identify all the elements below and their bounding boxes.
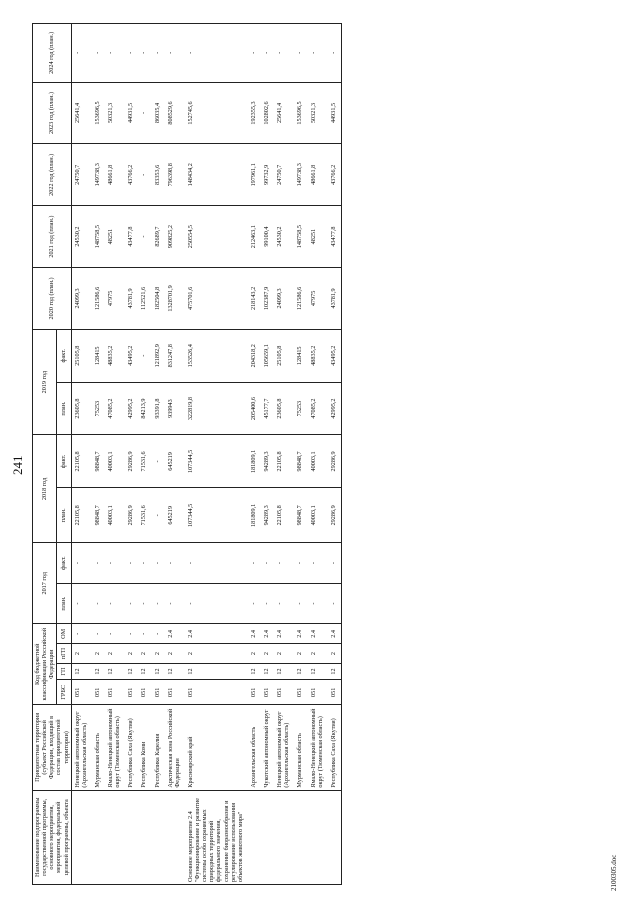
pgp-cell: 2 <box>152 644 165 663</box>
plan-2017-cell: - <box>92 583 105 623</box>
plan-2018-cell: 98848,7 <box>92 488 105 543</box>
fact-2017-cell: - <box>261 543 274 583</box>
plan-2022-cell: - <box>138 144 151 206</box>
fact-2019-cell: 43495,2 <box>125 329 138 382</box>
plan-2022-cell: 83353,6 <box>152 144 165 206</box>
gp-cell: 12 <box>185 663 248 680</box>
gp-cell: 12 <box>308 663 328 680</box>
plan-2019-cell: 75253 <box>294 382 307 435</box>
pgp-cell: 2 <box>165 644 185 663</box>
plan-2019-cell: 47085,2 <box>105 382 125 435</box>
plan-2018-cell: - <box>152 488 165 543</box>
fact-2018-cell: - <box>152 435 165 488</box>
plan-2019-cell: 84213,9 <box>138 382 151 435</box>
fact-2017-cell: - <box>185 543 248 583</box>
plan-2019-cell: 939943 <box>165 382 185 435</box>
plan-2023-cell: 153696,5 <box>92 82 105 144</box>
header-2020: 2020 год (план.) <box>33 268 72 330</box>
plan-2023-cell: 44931,5 <box>328 82 342 144</box>
fact-2019-cell: 128415 <box>92 329 105 382</box>
plan-2018-cell: 94289,3 <box>261 488 274 543</box>
fact-2018-cell: 40003,1 <box>308 435 328 488</box>
table-row <box>105 24 125 885</box>
plan-2020-cell: 112521,6 <box>138 268 151 330</box>
fact-2019-cell: - <box>138 329 151 382</box>
plan-2019-cell: 47085,2 <box>308 382 328 435</box>
plan-2017-cell: - <box>125 583 138 623</box>
fact-2018-cell: 22105,8 <box>71 435 92 488</box>
plan-2021-cell: 212463,1 <box>248 206 261 268</box>
plan-2018-cell: 22105,8 <box>274 488 294 543</box>
grbs-cell: 051 <box>92 680 105 705</box>
om-cell: - <box>71 624 92 644</box>
table-row <box>165 24 185 885</box>
plan-2023-cell: - <box>138 82 151 144</box>
fact-2017-cell: - <box>248 543 261 583</box>
header-2018-fact: факт. <box>57 435 71 488</box>
plan-2018-cell: 98848,7 <box>294 488 307 543</box>
territory-cell: Ямало-Ненецкий автономный округ (Тюменская область) <box>308 705 328 790</box>
territory-cell: Мурманская область <box>92 705 105 790</box>
name-cell <box>92 790 105 884</box>
om-cell: 2.4 <box>274 624 294 644</box>
plan-2017-cell: - <box>152 583 165 623</box>
fact-2019-cell: 121892,9 <box>152 329 165 382</box>
pgp-cell: 2 <box>328 644 342 663</box>
fact-2018-cell: 22105,8 <box>274 435 294 488</box>
grbs-cell: 051 <box>248 680 261 705</box>
plan-2017-cell: - <box>105 583 125 623</box>
fact-2017-cell: - <box>92 543 105 583</box>
table-row <box>185 24 248 885</box>
om-cell: - <box>138 624 151 644</box>
plan-2022-cell: 48661,8 <box>308 144 328 206</box>
plan-2022-cell: 24750,7 <box>71 144 92 206</box>
plan-2017-cell: - <box>165 583 185 623</box>
name-cell <box>248 790 261 884</box>
pgp-cell: 2 <box>185 644 248 663</box>
pgp-cell: 2 <box>261 644 274 663</box>
plan-2019-cell: 75253 <box>92 382 105 435</box>
plan-2021-cell: 909825,2 <box>165 206 185 268</box>
plan-2024-cell: - <box>138 24 151 83</box>
plan-2022-cell: 148434,2 <box>185 144 248 206</box>
name-cell <box>308 790 328 884</box>
territory-cell: Ненецкий автономный округ (Архангельская область) <box>71 705 92 790</box>
fact-2017-cell: - <box>328 543 342 583</box>
plan-2021-cell: 48251 <box>308 206 328 268</box>
header-om: ОМ <box>57 624 71 644</box>
plan-2018-cell: 107344,5 <box>185 488 248 543</box>
fact-2017-cell: - <box>294 543 307 583</box>
plan-2017-cell: - <box>71 583 92 623</box>
fact-2018-cell: 94289,3 <box>261 435 274 488</box>
grbs-cell: 051 <box>105 680 125 705</box>
fact-2017-cell: - <box>274 543 294 583</box>
pgp-cell: 2 <box>71 644 92 663</box>
header-2017-plan: план. <box>57 583 71 623</box>
plan-2019-cell: 42995,2 <box>328 382 342 435</box>
plan-2024-cell: - <box>152 24 165 83</box>
header-name: Наименование подпрограммы государственной программы, основного мероприятия, мероприятия, федеральной целевой программы, объекта <box>33 790 72 884</box>
plan-2024-cell: - <box>165 24 185 83</box>
name-cell <box>71 790 92 884</box>
territory-cell: Арктическая зона Российской Федерации <box>165 705 185 790</box>
plan-2021-cell: 148758,5 <box>92 206 105 268</box>
plan-2023-cell: 102802,6 <box>261 82 274 144</box>
grbs-cell: 051 <box>185 680 248 705</box>
header-grbs: ГРБС <box>57 680 71 705</box>
plan-2018-cell: 181809,1 <box>248 488 261 543</box>
territory-cell: Республика Коми <box>138 705 151 790</box>
plan-2022-cell: 149738,3 <box>92 144 105 206</box>
plan-2018-cell: 40003,1 <box>308 488 328 543</box>
table-row <box>92 24 105 885</box>
grbs-cell: 051 <box>294 680 307 705</box>
plan-2020-cell: 43781,9 <box>328 268 342 330</box>
plan-2022-cell: 43766,2 <box>328 144 342 206</box>
fact-2017-cell: - <box>105 543 125 583</box>
gp-cell: 12 <box>294 663 307 680</box>
fact-2019-cell: 831247,8 <box>165 329 185 382</box>
plan-2023-cell: 44931,5 <box>125 82 138 144</box>
plan-2019-cell: 23605,8 <box>274 382 294 435</box>
table-row <box>152 24 165 885</box>
document-reference: 2100305.doc <box>610 854 618 891</box>
plan-2021-cell: 24530,2 <box>274 206 294 268</box>
plan-2017-cell: - <box>274 583 294 623</box>
header-2018: 2018 год <box>33 435 57 543</box>
plan-2018-cell: 29286,9 <box>328 488 342 543</box>
table-row <box>308 24 328 885</box>
header-2024: 2024 год (план.) <box>33 24 72 83</box>
plan-2019-cell: 205400,6 <box>248 382 261 435</box>
plan-2021-cell: 24530,2 <box>71 206 92 268</box>
plan-2020-cell: 121586,6 <box>92 268 105 330</box>
plan-2023-cell: 25641,4 <box>71 82 92 144</box>
om-cell: 2.4 <box>294 624 307 644</box>
plan-2021-cell: 48251 <box>105 206 125 268</box>
header-2019-fact: факт. <box>57 329 71 382</box>
plan-2023-cell: 152745,6 <box>185 82 248 144</box>
fact-2018-cell: 29286,9 <box>125 435 138 488</box>
header-territory: Приоритетная территория (субъект Российской Федерации, входящий в состав приоритетной территории) <box>33 705 72 790</box>
pgp-cell: 2 <box>105 644 125 663</box>
plan-2021-cell: - <box>138 206 151 268</box>
plan-2017-cell: - <box>308 583 328 623</box>
plan-2024-cell: - <box>294 24 307 83</box>
plan-2020-cell: 182504,8 <box>152 268 165 330</box>
plan-2020-cell: 24099,3 <box>274 268 294 330</box>
plan-2024-cell: - <box>328 24 342 83</box>
table-row <box>125 24 138 885</box>
table-row <box>138 24 151 885</box>
plan-2021-cell: 250554,5 <box>185 206 248 268</box>
plan-2024-cell: - <box>105 24 125 83</box>
om-cell: 2.4 <box>248 624 261 644</box>
territory-cell: Архангельская область <box>248 705 261 790</box>
plan-2017-cell: - <box>185 583 248 623</box>
plan-2021-cell: 148758,5 <box>294 206 307 268</box>
plan-2024-cell: - <box>308 24 328 83</box>
pgp-cell: 2 <box>138 644 151 663</box>
pgp-cell: 2 <box>274 644 294 663</box>
name-cell <box>294 790 307 884</box>
header-2023: 2023 год (план.) <box>33 82 72 144</box>
plan-2023-cell: 86035,4 <box>152 82 165 144</box>
plan-2022-cell: 43766,2 <box>125 144 138 206</box>
gp-cell: 12 <box>152 663 165 680</box>
territory-cell: Республика Саха (Якутия) <box>328 705 342 790</box>
pgp-cell: 2 <box>125 644 138 663</box>
pgp-cell: 2 <box>248 644 261 663</box>
pgp-cell: 2 <box>308 644 328 663</box>
gp-cell: 12 <box>125 663 138 680</box>
plan-2020-cell: 47975 <box>308 268 328 330</box>
om-cell: - <box>125 624 138 644</box>
plan-2024-cell: - <box>71 24 92 83</box>
fact-2018-cell: 181809,1 <box>248 435 261 488</box>
plan-2021-cell: 82689,7 <box>152 206 165 268</box>
om-cell: 2.4 <box>185 624 248 644</box>
gp-cell: 12 <box>165 663 185 680</box>
fact-2017-cell: - <box>125 543 138 583</box>
plan-2019-cell: 45177,7 <box>261 382 274 435</box>
plan-2017-cell: - <box>328 583 342 623</box>
plan-2021-cell: 43477,8 <box>328 206 342 268</box>
territory-cell: Ненецкий автономный округ (Архангельская область) <box>274 705 294 790</box>
plan-2022-cell: 48661,8 <box>105 144 125 206</box>
fact-2018-cell: 107344,5 <box>185 435 248 488</box>
table-row <box>328 24 342 885</box>
gp-cell: 12 <box>92 663 105 680</box>
plan-2023-cell: 25641,4 <box>274 82 294 144</box>
territory-cell: Республика Карелия <box>152 705 165 790</box>
territory-cell: Красноярский край <box>185 705 248 790</box>
plan-2024-cell: - <box>248 24 261 83</box>
fact-2018-cell: 71531,6 <box>138 435 151 488</box>
territory-cell: Чукотский автономный округ <box>261 705 274 790</box>
fact-2019-cell: 204318,2 <box>248 329 261 382</box>
plan-2024-cell: - <box>92 24 105 83</box>
plan-2020-cell: 121586,6 <box>294 268 307 330</box>
plan-2020-cell: 475701,6 <box>185 268 248 330</box>
grbs-cell: 051 <box>71 680 92 705</box>
table-row <box>248 24 261 885</box>
territory-cell: Республика Саха (Якутия) <box>125 705 138 790</box>
territory-cell: Мурманская область <box>294 705 307 790</box>
plan-2020-cell: 43781,9 <box>125 268 138 330</box>
plan-2018-cell: 22105,8 <box>71 488 92 543</box>
plan-2018-cell: 645219 <box>165 488 185 543</box>
plan-2024-cell: - <box>125 24 138 83</box>
gp-cell: 12 <box>71 663 92 680</box>
name-cell <box>105 790 125 884</box>
plan-2019-cell: 322819,8 <box>185 382 248 435</box>
grbs-cell: 051 <box>274 680 294 705</box>
om-cell: 2.4 <box>328 624 342 644</box>
plan-2023-cell: 50321,3 <box>308 82 328 144</box>
page-number: 241 <box>10 455 25 475</box>
header-2018-plan: план. <box>57 488 71 543</box>
name-cell <box>274 790 294 884</box>
plan-2020-cell: 24099,3 <box>71 268 92 330</box>
header-2017: 2017 год <box>33 543 57 624</box>
name-cell <box>152 790 165 884</box>
fact-2018-cell: 98848,7 <box>294 435 307 488</box>
budget-table-container <box>32 23 342 885</box>
fact-2017-cell: - <box>152 543 165 583</box>
gp-cell: 12 <box>261 663 274 680</box>
fact-2019-cell: 48835,2 <box>308 329 328 382</box>
plan-2020-cell: 102387,9 <box>261 268 274 330</box>
fact-2019-cell: 48835,2 <box>105 329 125 382</box>
table-row <box>261 24 274 885</box>
fact-2018-cell: 40003,1 <box>105 435 125 488</box>
plan-2018-cell: 71531,6 <box>138 488 151 543</box>
om-cell: - <box>92 624 105 644</box>
fact-2018-cell: 645219 <box>165 435 185 488</box>
grbs-cell: 051 <box>308 680 328 705</box>
header-gp: ГП <box>57 663 71 680</box>
plan-2023-cell: 808529,6 <box>165 82 185 144</box>
grbs-cell: 051 <box>152 680 165 705</box>
pgp-cell: 2 <box>92 644 105 663</box>
header-2021: 2021 год (план.) <box>33 206 72 268</box>
plan-2022-cell: 99732,9 <box>261 144 274 206</box>
header-pgp: пГП <box>57 644 71 663</box>
table-row <box>71 24 92 885</box>
header-2022: 2022 год (план.) <box>33 144 72 206</box>
plan-2020-cell: 47975 <box>105 268 125 330</box>
plan-2019-cell: 23605,8 <box>71 382 92 435</box>
fact-2017-cell: - <box>308 543 328 583</box>
header-budget-code: Код бюджетной классификации Российской Федерации <box>33 624 57 705</box>
fact-2019-cell: 43495,2 <box>328 329 342 382</box>
fact-2018-cell: 98848,7 <box>92 435 105 488</box>
name-cell <box>328 790 342 884</box>
name-cell: Основное мероприятие 2.4 "Функционирование и развитие системы особо охраняемых природных территорий федерального значения, сохранение биоразнообразия и регулирование использования объектов животного мира" <box>185 790 248 884</box>
table-row <box>274 24 294 885</box>
header-2019: 2019 год <box>33 329 57 435</box>
plan-2017-cell: - <box>294 583 307 623</box>
plan-2018-cell: 40003,1 <box>105 488 125 543</box>
gp-cell: 12 <box>138 663 151 680</box>
om-cell: 2.4 <box>308 624 328 644</box>
om-cell: - <box>105 624 125 644</box>
header-2019-plan: план. <box>57 382 71 435</box>
plan-2024-cell: - <box>185 24 248 83</box>
gp-cell: 12 <box>248 663 261 680</box>
plan-2017-cell: - <box>261 583 274 623</box>
plan-2021-cell: 43477,8 <box>125 206 138 268</box>
plan-2017-cell: - <box>248 583 261 623</box>
plan-2022-cell: 796398,8 <box>165 144 185 206</box>
plan-2021-cell: 99100,4 <box>261 206 274 268</box>
plan-2019-cell: 93391,8 <box>152 382 165 435</box>
plan-2020-cell: 1328701,9 <box>165 268 185 330</box>
name-cell <box>261 790 274 884</box>
header-2017-fact: факт. <box>57 543 71 583</box>
gp-cell: 12 <box>328 663 342 680</box>
grbs-cell: 051 <box>165 680 185 705</box>
fact-2019-cell: 105659,1 <box>261 329 274 382</box>
plan-2022-cell: 24750,7 <box>274 144 294 206</box>
fact-2017-cell: - <box>165 543 185 583</box>
plan-2022-cell: 149738,3 <box>294 144 307 206</box>
om-cell: - <box>152 624 165 644</box>
om-cell: 2.4 <box>165 624 185 644</box>
plan-2023-cell: 192355,3 <box>248 82 261 144</box>
fact-2019-cell: 153526,4 <box>185 329 248 382</box>
plan-2019-cell: 42995,2 <box>125 382 138 435</box>
fact-2018-cell: 29286,9 <box>328 435 342 488</box>
table-row <box>294 24 307 885</box>
plan-2017-cell: - <box>138 583 151 623</box>
name-cell <box>165 790 185 884</box>
plan-2023-cell: 153696,5 <box>294 82 307 144</box>
grbs-cell: 051 <box>138 680 151 705</box>
fact-2019-cell: 25105,8 <box>71 329 92 382</box>
pgp-cell: 2 <box>294 644 307 663</box>
gp-cell: 12 <box>105 663 125 680</box>
grbs-cell: 051 <box>125 680 138 705</box>
plan-2023-cell: 50321,3 <box>105 82 125 144</box>
grbs-cell: 051 <box>328 680 342 705</box>
plan-2018-cell: 29286,9 <box>125 488 138 543</box>
plan-2024-cell: - <box>274 24 294 83</box>
plan-2024-cell: - <box>261 24 274 83</box>
plan-2020-cell: 218143,2 <box>248 268 261 330</box>
fact-2017-cell: - <box>71 543 92 583</box>
fact-2017-cell: - <box>138 543 151 583</box>
gp-cell: 12 <box>274 663 294 680</box>
fact-2019-cell: 25105,8 <box>274 329 294 382</box>
budget-table <box>32 23 342 885</box>
name-cell <box>138 790 151 884</box>
fact-2019-cell: 128415 <box>294 329 307 382</box>
table-body <box>71 24 341 885</box>
grbs-cell: 051 <box>261 680 274 705</box>
om-cell: 2.4 <box>261 624 274 644</box>
plan-2022-cell: 197961,1 <box>248 144 261 206</box>
territory-cell: Ямало-Ненецкий автономный округ (Тюменская область) <box>105 705 125 790</box>
name-cell <box>125 790 138 884</box>
